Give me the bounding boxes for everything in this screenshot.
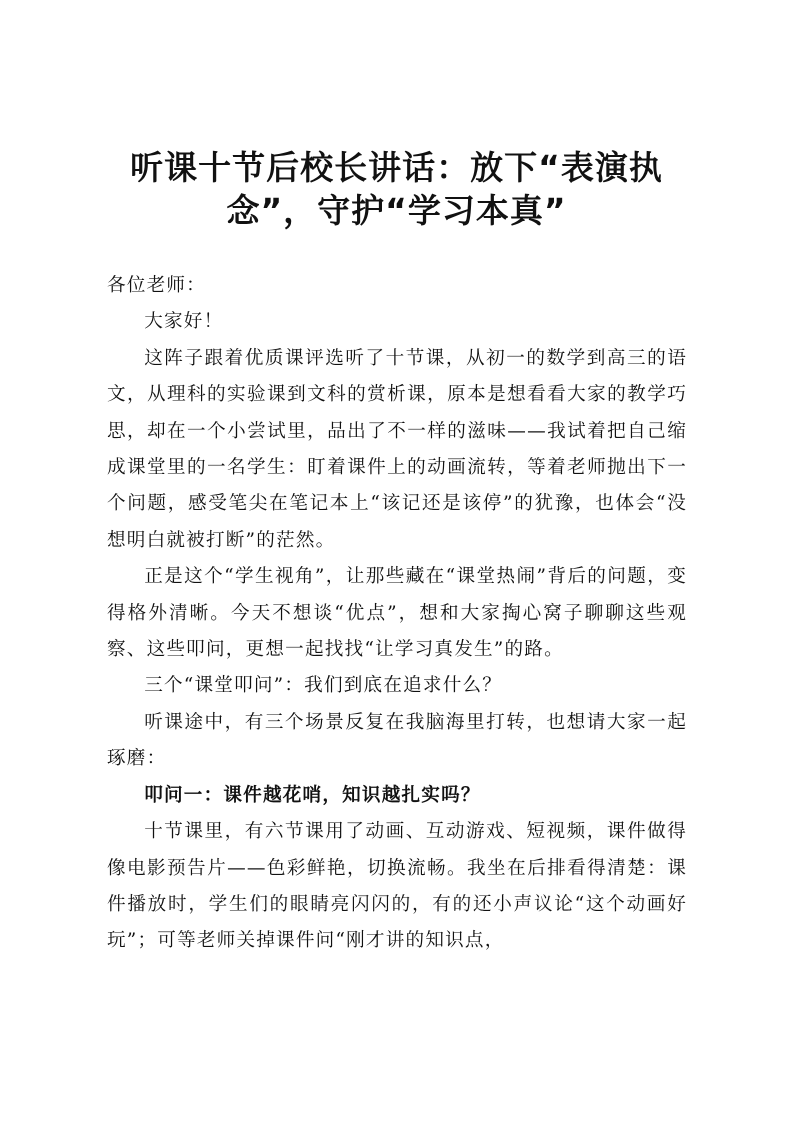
section-heading: 三个“课堂叩问”：我们到底在追求什么？	[144, 675, 503, 697]
title-line-1: 听课十节后校长讲话：放下“表演执	[130, 148, 663, 187]
greeting: 大家好！	[144, 311, 224, 333]
paragraph: 十节课里，有六节课用了动画、互动游戏、短视频，课件做得像电影预告片——色彩鲜艳，切换流畅。我坐在后排看得清楚：课件播放时，学生们的眼睛亮闪闪的，有的还小声议论“这个动画好玩”；可等老师关掉课件问“刚才讲的知识点，	[107, 821, 687, 952]
paragraph: 听课途中，有三个场景反复在我脑海里打转，也想请大家一起琢磨：	[107, 711, 687, 770]
salutation: 各位老师：	[107, 275, 206, 296]
paragraph: 这阵子跟着优质课评选听了十节课，从初一的数学到高三的语文，从理科的实验课到文科的赏析课，原本是想看看大家的教学巧思，却在一个小尝试里，品出了不一样的滋味——我试着把自己缩成课堂里的一名学生：盯着课件上的动画流转，等着老师抛出下一个问题，感受笔尖在笔记本上“该记还是该停”的犹豫，也体会“没想明白就被打断”的茫然。	[107, 347, 687, 551]
subheading-question-one: 叩问一：课件越花哨，知识越扎实吗？	[144, 784, 481, 806]
paragraph: 正是这个“学生视角”，让那些藏在“课堂热闹”背后的问题，变得格外清晰。今天不想谈“优点”，想和大家掏心窝子聊聊这些观察、这些叩问，更想一起找找“让学习真发生”的路。	[107, 566, 687, 661]
document-title	[100, 146, 693, 232]
title-line-2: 念”，守护“学习本真”	[226, 191, 567, 230]
document-body	[107, 268, 687, 960]
